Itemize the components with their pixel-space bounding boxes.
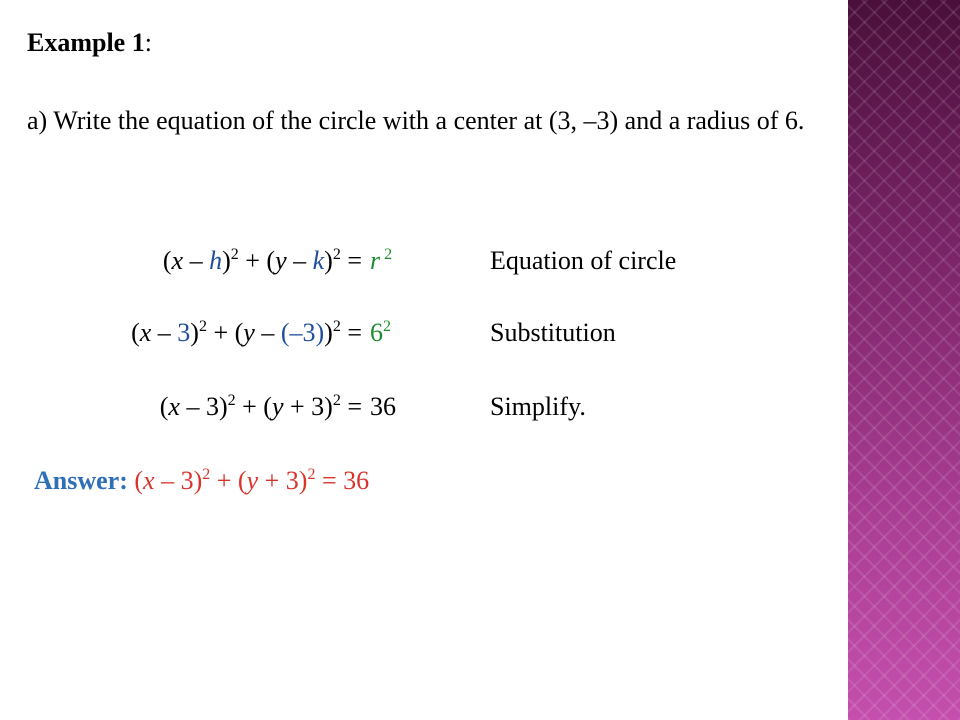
equation-row-general [0,246,480,280]
example-title-colon: : [144,28,152,57]
equation-lhs: $(x - 3)^2 + (y + 3)^2$ = [159,392,362,421]
example-title-label: Example 1 [27,28,145,57]
equation-row-simplify [0,392,480,426]
equation-lhs: (x – h)$^2$ + (y – k)$^2$ = [162,246,362,275]
answer-equation: $(x - 3)^2 + (y + 3)^2 = 36$ [134,466,370,495]
example-title [27,28,152,58]
answer-line [34,466,369,496]
equation-rhs: 36 [370,392,396,421]
reason-simplify: Simplify. [490,392,586,421]
reason-equation-of-circle: Equation of circle [490,246,677,275]
problem-statement: a) Write the equation of the circle with a center at (3, –3) and a radius of 6. [27,106,805,135]
equation-rhs: $6^2$ [370,318,391,347]
reason-substitution: Substitution [490,318,616,347]
equation-rhs: r $^2$ [370,246,393,275]
decorative-side-panel [848,0,960,720]
answer-label: Answer: [34,466,128,495]
equation-lhs: (x – 3)$^2$ + (y – (–3))$^2$ = [131,318,362,347]
equation-row-substitution [0,318,480,352]
